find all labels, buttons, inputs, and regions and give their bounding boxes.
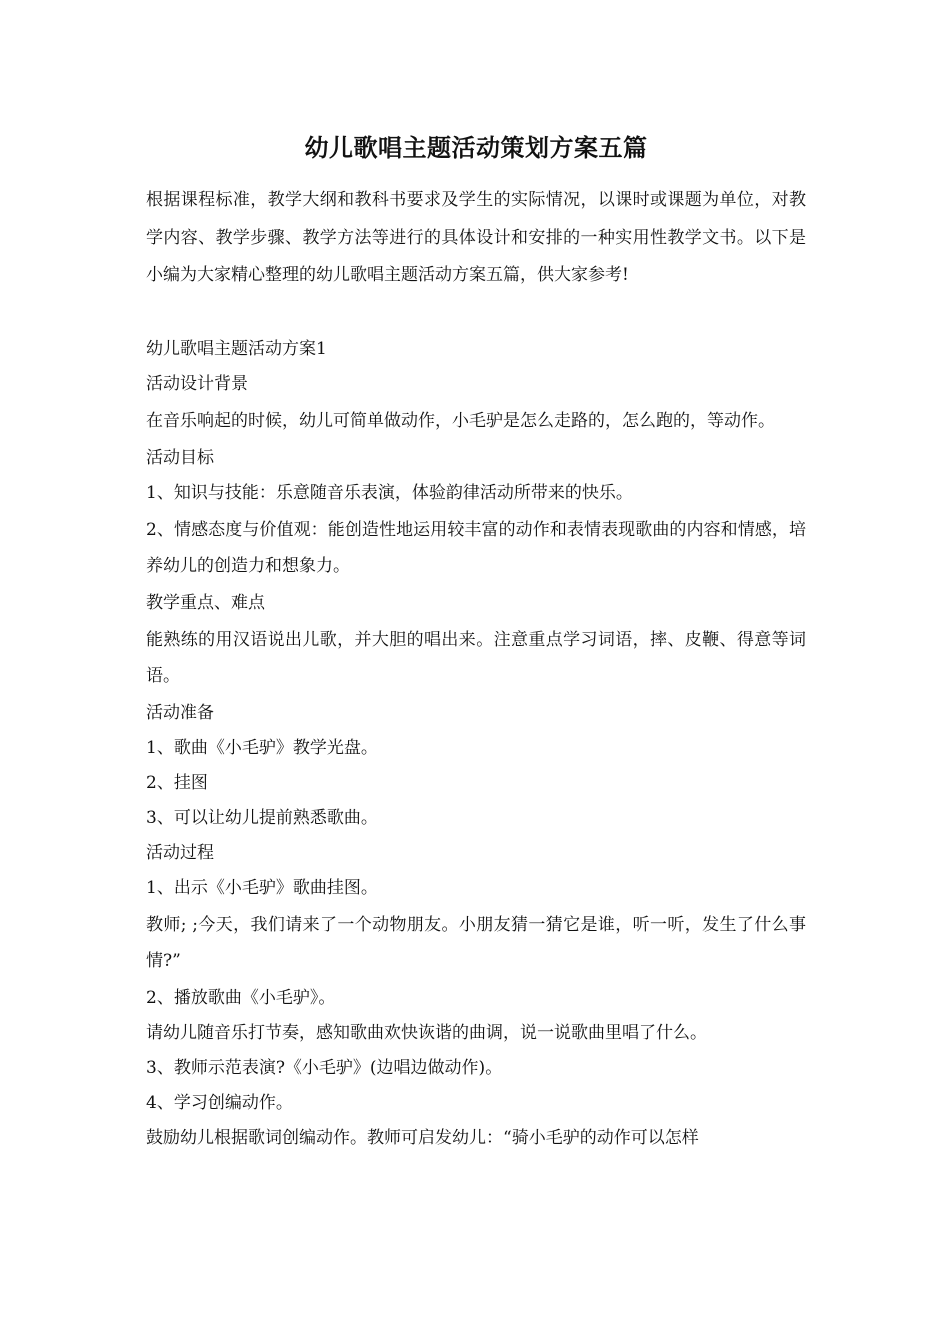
preparation-item: 2、挂图 bbox=[146, 772, 208, 793]
goal-item: 2、情感态度与价值观：能创造性地运用较丰富的动作和表情表现歌曲的内容和情感，培养幼儿的创造力和想象力。 bbox=[146, 519, 806, 576]
paragraph-key-points: 能熟练的用汉语说出儿歌，并大胆的唱出来。注意重点学习词语，摔、皮鞭、得意等词语。 bbox=[146, 629, 806, 686]
subheading-background: 活动设计背景 bbox=[146, 373, 248, 394]
subheading-key-points: 教学重点、难点 bbox=[146, 592, 265, 613]
section-spacer bbox=[146, 295, 806, 333]
subheading-preparation: 活动准备 bbox=[146, 702, 214, 723]
process-step: 2、播放歌曲《小毛驴》。 bbox=[146, 987, 336, 1008]
process-paragraph: 鼓励幼儿根据歌词创编动作。教师可启发幼儿：“骑小毛驴的动作可以怎样 bbox=[146, 1127, 699, 1148]
document-page bbox=[146, 128, 806, 1157]
section-heading: 幼儿歌唱主题活动方案1 bbox=[146, 338, 327, 359]
goal-item: 1、知识与技能：乐意随音乐表演，体验韵律活动所带来的快乐。 bbox=[146, 482, 633, 503]
document-title: 幼儿歌唱主题活动策划方案五篇 bbox=[304, 133, 648, 162]
paragraph-background: 在音乐响起的时候，幼儿可简单做动作，小毛驴是怎么走路的，怎么跑的，等动作。 bbox=[146, 410, 775, 431]
process-paragraph: 请幼儿随音乐打节奏，感知歌曲欢快诙谐的曲调，说一说歌曲里唱了什么。 bbox=[146, 1022, 707, 1043]
subheading-goals: 活动目标 bbox=[146, 447, 214, 468]
preparation-item: 3、可以让幼儿提前熟悉歌曲。 bbox=[146, 807, 378, 828]
subheading-process: 活动过程 bbox=[146, 842, 214, 863]
process-step: 1、出示《小毛驴》歌曲挂图。 bbox=[146, 877, 378, 898]
process-paragraph: 教师; ;今天，我们请来了一个动物朋友。小朋友猜一猜它是谁，听一听，发生了什么事情?” bbox=[146, 914, 806, 971]
document-body bbox=[146, 333, 806, 1154]
process-step: 4、学习创编动作。 bbox=[146, 1092, 293, 1113]
process-step: 3、教师示范表演?《小毛驴》(边唱边做动作)。 bbox=[146, 1057, 503, 1078]
intro-paragraph: 根据课程标准，教学大纲和教科书要求及学生的实际情况，以课时或课题为单位，对教学内容、教学步骤、教学方法等进行的具体设计和安排的一种实用性教学文书。以下是小编为大家精心整理的幼儿歌唱主题活动方案五篇，供大家参考! bbox=[146, 190, 806, 285]
preparation-item: 1、歌曲《小毛驴》教学光盘。 bbox=[146, 737, 378, 758]
